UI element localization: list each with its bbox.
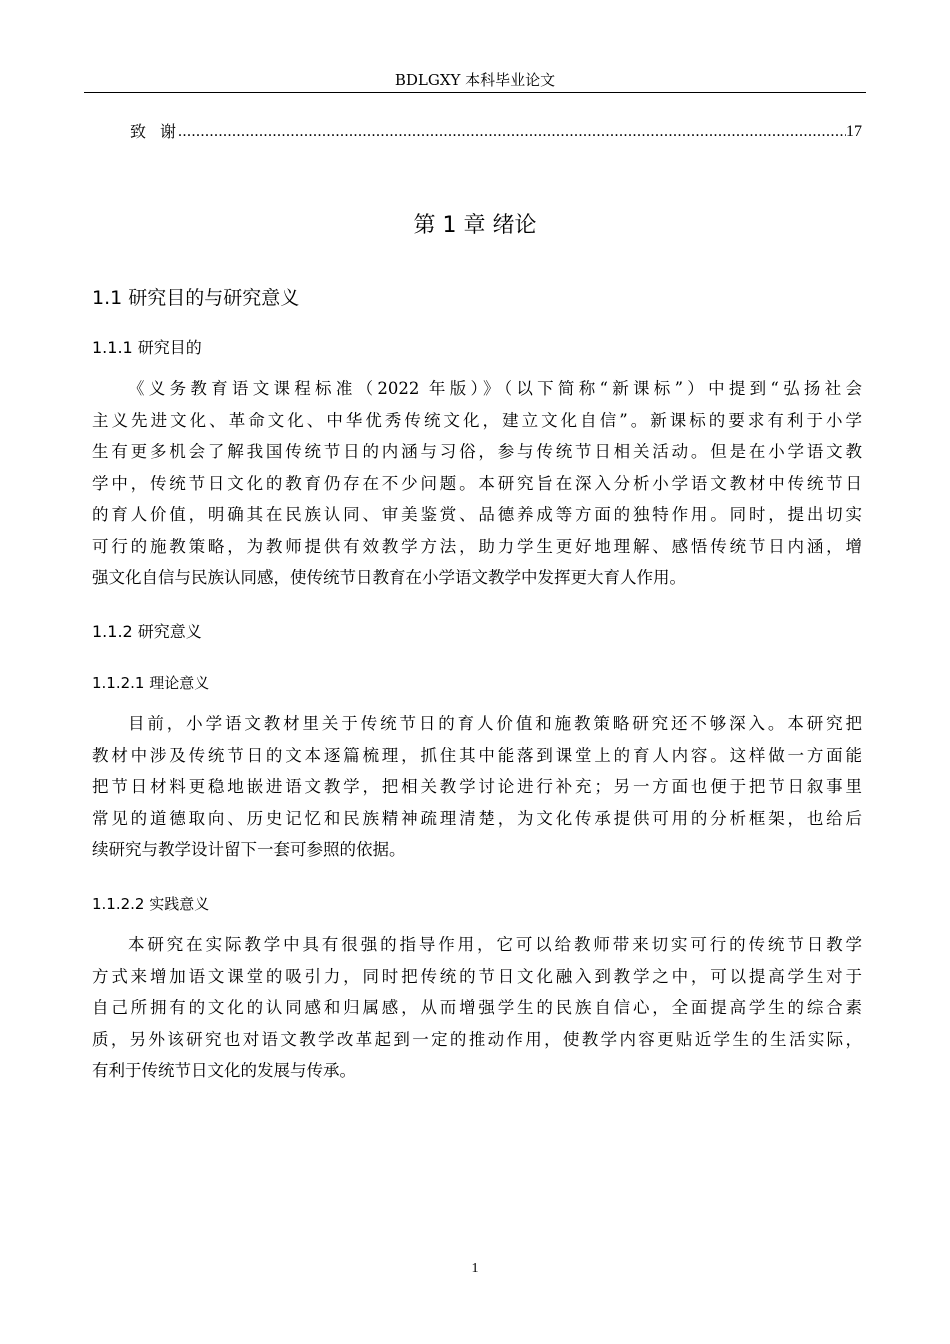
section-heading-1-1-1: 1.1.1 研究目的 (92, 338, 202, 357)
paragraph-line: 目前，小学语文教材里关于传统节日的育人价值和施教策略研究还不够深入。本研究把 (128, 714, 862, 733)
paragraph-line: 把节日材料更稳地嵌进语文教学，把相关教学讨论进行补充；另一方面也便于把节日叙事里 (92, 777, 862, 796)
section-heading-1-1-2: 1.1.2 研究意义 (92, 622, 202, 641)
paragraph-theoretical-significance (92, 708, 862, 866)
chapter-title: 第 1 章 绪论 (413, 213, 537, 238)
paragraph-line: 生有更多机会了解我国传统节日的内涵与习俗，参与传统节日相关活动。但是在小学语文教 (92, 442, 862, 461)
toc-leader-dots (178, 120, 846, 144)
paragraph-line: 常见的道德取向、历史记忆和民族精神疏理清楚，为文化传承提供可用的分析框架，也给后 (92, 808, 862, 828)
page-header: BDLGXY 本科毕业论文 (394, 71, 556, 89)
section-heading-1-1-2-1: 1.1.2.1 理论意义 (92, 674, 210, 692)
toc-entry-label: 致谢 (130, 122, 191, 141)
section-heading-1-1-2-2: 1.1.2.2 实践意义 (92, 895, 210, 913)
paragraph-line: 教材中涉及传统节日的文本逐篇梳理，抓住其中能落到课堂上的育人内容。这样做一方面能 (92, 745, 862, 765)
paragraph-line: 有利于传统节日文化的发展与传承。 (92, 1061, 356, 1080)
section-heading-1-1: 1.1 研究目的与研究意义 (92, 287, 300, 309)
paragraph-practical-significance (92, 929, 862, 1087)
paragraph-research-purpose (92, 373, 862, 594)
paragraph-line: 方式来增加语文课堂的吸引力，同时把传统的节日文化融入到教学之中，可以提高学生对于 (92, 966, 862, 986)
paragraph-line: 质，另外该研究也对语文教学改革起到一定的推动作用，使教学内容更贴近学生的生活实际， (92, 1029, 862, 1049)
paragraph-line: 的育人价值，明确其在民族认同、审美鉴赏、品德养成等方面的独特作用。同时，提出切实 (92, 505, 862, 524)
paragraph-line: 自己所拥有的文化的认同感和归属感，从而增强学生的民族自信心，全面提高学生的综合素 (92, 998, 862, 1017)
toc-entry-acknowledgements[interactable] (130, 118, 862, 144)
paragraph-line: 本研究在实际教学中具有很强的指导作用，它可以给教师带来切实可行的传统节日教学 (128, 935, 862, 954)
toc-entry-page: 17 (846, 123, 862, 140)
paragraph-line: 强文化自信与民族认同感，使传统节日教育在小学语文教学中发挥更大育人作用。 (92, 568, 686, 587)
paragraph-line: 主义先进文化、革命文化、中华优秀传统文化，建立文化自信”。新课标的要求有利于小学 (92, 410, 862, 430)
paragraph-line: 续研究与教学设计留下一套可参照的依据。 (92, 840, 406, 859)
paragraph-line: 可行的施教策略，为教师提供有效教学方法，助力学生更好地理解、感悟传统节日内涵，增 (92, 536, 862, 556)
paragraph-line: 《义务教育语文课程标准（2022 年版）》（以下简称“新课标”）中提到“弘扬社会 (128, 379, 862, 398)
page-number: 1 (471, 1261, 479, 1276)
header-divider (84, 92, 866, 93)
paragraph-line: 学中，传统节日文化的教育仍存在不少问题。本研究旨在深入分析小学语文教材中传统节日 (92, 473, 862, 493)
